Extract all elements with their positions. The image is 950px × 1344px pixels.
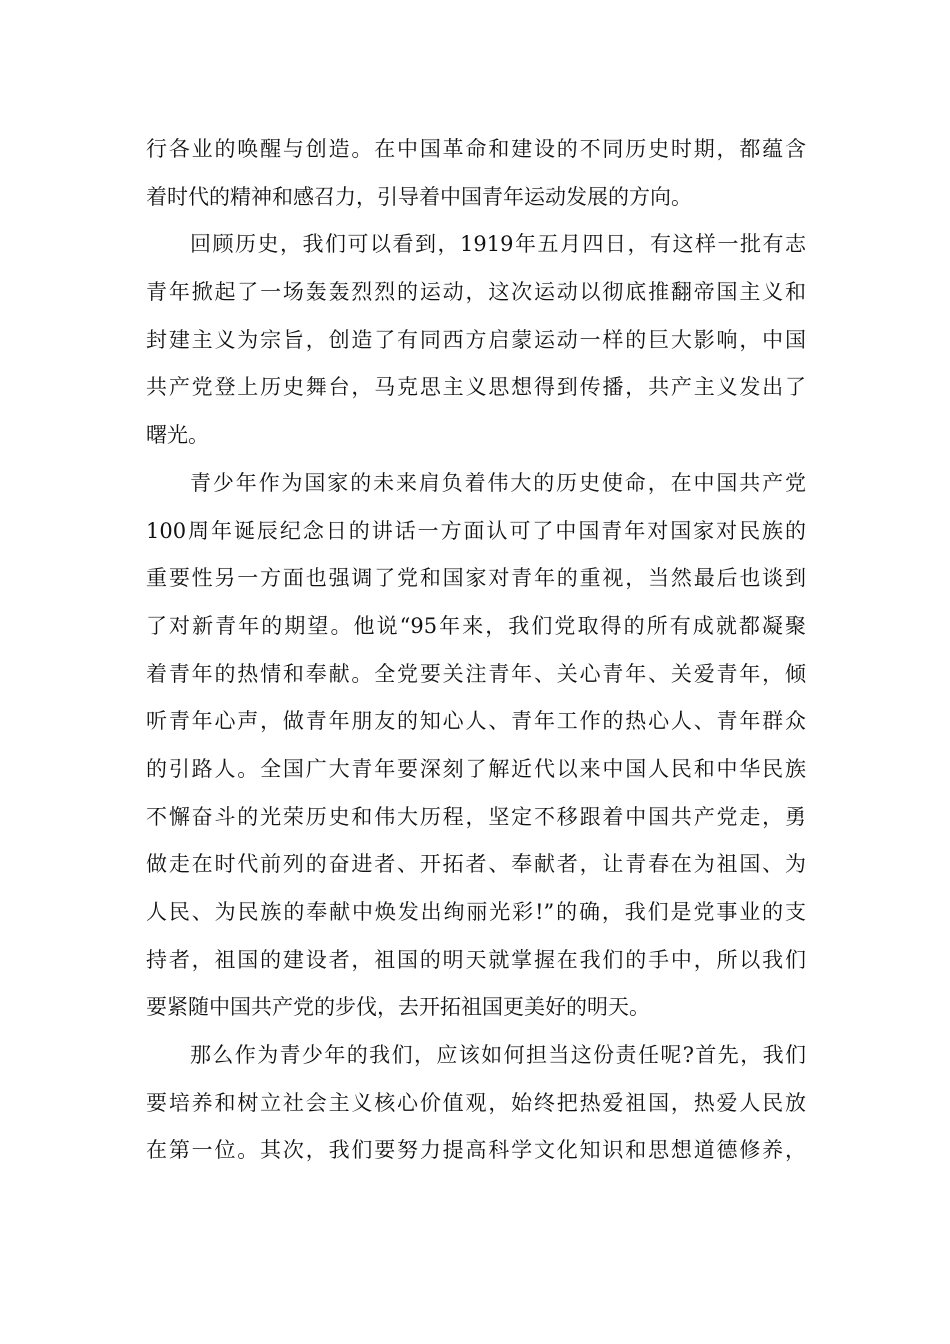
text-line: 回顾历史，我们可以看到，1919年五月四日，有这样一批有志 bbox=[190, 232, 806, 257]
text-line: 要紧随中国共产党的步伐，去开拓祖国更美好的明天。 bbox=[146, 995, 650, 1020]
paragraph-history bbox=[146, 221, 806, 459]
paragraph-responsibility bbox=[146, 1032, 806, 1175]
text-line: 青年掀起了一场轰轰烈烈的运动，这次运动以彻底推翻帝国主义和 bbox=[146, 280, 806, 305]
text-line: 着时代的精神和感召力，引导着中国青年运动发展的方向。 bbox=[146, 184, 692, 209]
text-line: 行各业的唤醒与创造。在中国革命和建设的不同历史时期，都蕴含 bbox=[146, 137, 806, 161]
text-line: 不懈奋斗的光荣历史和伟大历程，坚定不移跟着中国共产党走，勇 bbox=[146, 804, 806, 829]
text-line: 100周年诞辰纪念日的讲话一方面认可了中国青年对国家对民族的 bbox=[146, 518, 806, 543]
text-line: 那么作为青少年的我们，应该如何担当这份责任呢?首先，我们 bbox=[190, 1043, 806, 1068]
text-line: 了对新青年的期望。他说“95年来，我们党取得的所有成就都凝聚 bbox=[146, 613, 806, 638]
text-line: 持者，祖国的建设者，祖国的明天就掌握在我们的手中，所以我们 bbox=[146, 947, 806, 972]
text-line: 封建主义为宗旨，创造了有同西方启蒙运动一样的巨大影响，中国 bbox=[146, 327, 806, 352]
text-line: 共产党登上历史舞台，马克思主义思想得到传播，共产主义发出了 bbox=[146, 375, 806, 400]
text-line: 在第一位。其次，我们要努力提高科学文化知识和思想道德修养， bbox=[146, 1138, 806, 1163]
text-line: 青少年作为国家的未来肩负着伟大的历史使命，在中国共产党 bbox=[190, 470, 806, 495]
paragraph-mission bbox=[146, 460, 806, 1032]
text-line: 听青年心声，做青年朋友的知心人、青年工作的热心人、青年群众 bbox=[146, 709, 806, 734]
body-text bbox=[146, 126, 806, 1175]
text-line: 要培养和树立社会主义核心价值观，始终把热爱祖国，热爱人民放 bbox=[146, 1090, 806, 1115]
text-line: 人民、为民族的奉献中焕发出绚丽光彩!”的确，我们是党事业的支 bbox=[146, 900, 806, 924]
text-line: 着青年的热情和奉献。全党要关注青年、关心青年、关爱青年，倾 bbox=[146, 661, 806, 686]
text-line: 做走在时代前列的奋进者、开拓者、奉献者，让青春在为祖国、为 bbox=[146, 852, 806, 877]
paragraph-continued bbox=[146, 126, 806, 221]
text-line: 曙光。 bbox=[146, 423, 209, 448]
text-line: 的引路人。全国广大青年要深刻了解近代以来中国人民和中华民族 bbox=[146, 756, 806, 781]
text-line: 重要性另一方面也强调了党和国家对青年的重视，当然最后也谈到 bbox=[146, 566, 806, 591]
